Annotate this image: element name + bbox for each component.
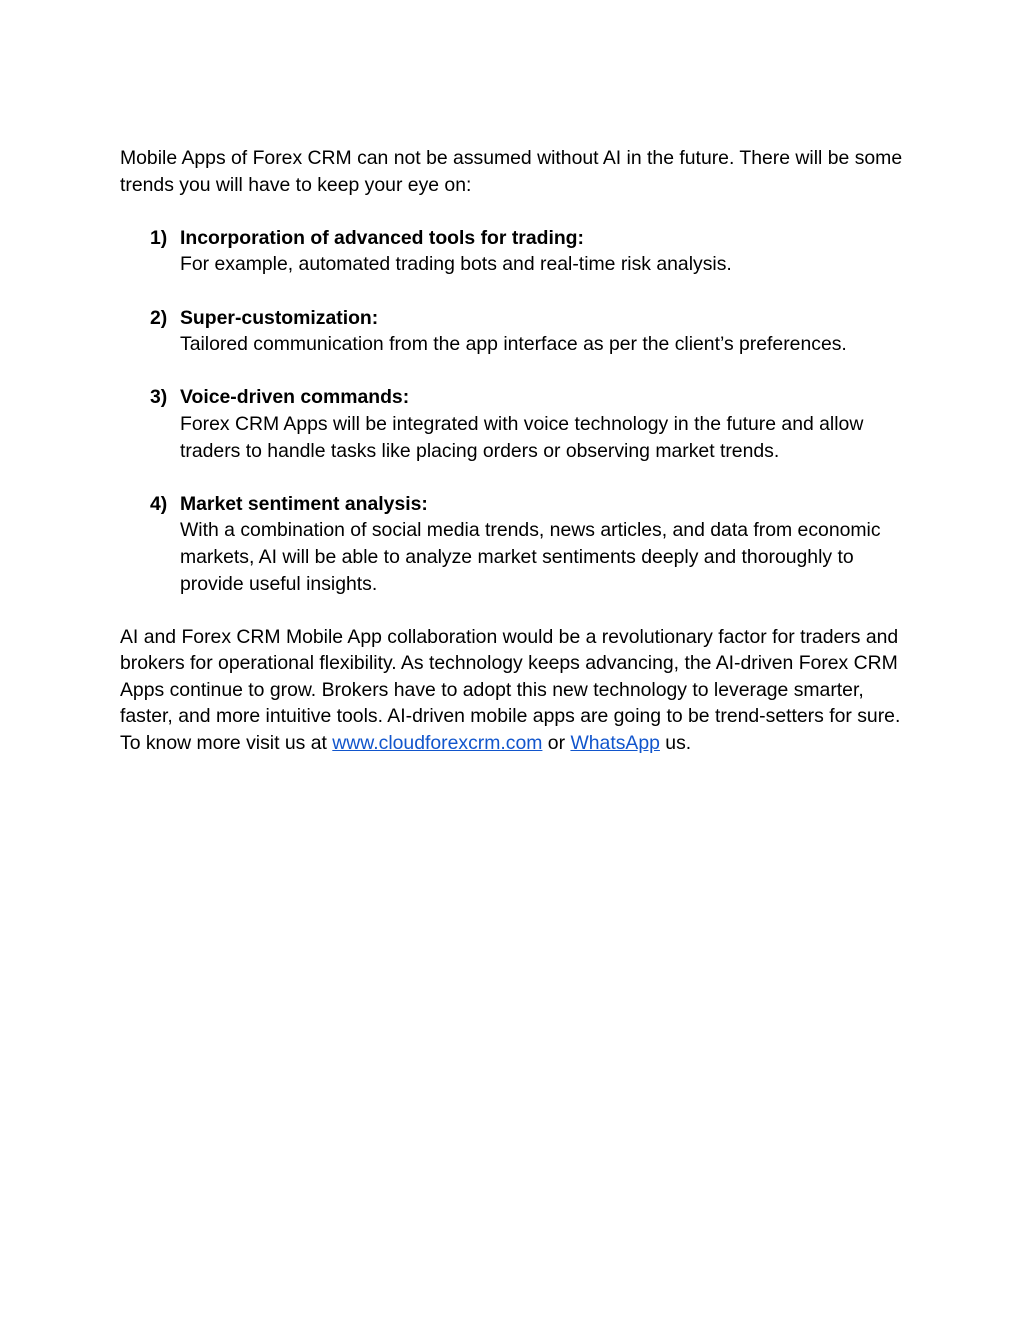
list-item-body (180, 491, 910, 597)
list-item-text: With a combination of social media trends, news articles, and data from economic markets, AI will be able to analyze market sentiments deeply and thoroughly to provide useful insights. (180, 519, 881, 595)
list-number: 3) (150, 386, 168, 409)
list-number: 1) (150, 226, 168, 249)
list-item-text: Tailored communication from the app interface as per the client’s preferences. (180, 333, 847, 356)
list-item-title: Super-customization: (180, 306, 379, 329)
list-item-text: Forex CRM Apps will be integrated with voice technology in the future and allow traders to handle tasks like placing orders or observing market trends. (180, 412, 864, 462)
list-item (120, 225, 910, 278)
list-number: 4) (150, 492, 168, 515)
list-item-title: Voice-driven commands: (180, 386, 410, 409)
list-item-title: Market sentiment analysis: (180, 492, 428, 515)
list-item-text: For example, automated trading bots and real-time risk analysis. (180, 253, 732, 276)
list-item (120, 384, 910, 464)
list-item-body (180, 305, 910, 358)
list-item (120, 491, 910, 597)
list-item-body (180, 384, 910, 464)
list-item-title: Incorporation of advanced tools for trading: (180, 226, 584, 249)
list-number: 2) (150, 306, 168, 329)
closing-text-after: us. (659, 732, 692, 755)
list-item-body (180, 225, 910, 278)
closing-text-before: AI and Forex CRM Mobile App collaboration would be a revolutionary factor for traders and brokers for operational flexibility. As technology keeps advancing, the AI-driven Forex CRM Apps continue to grow. Brokers have to adopt this new technology to leverage smarter, faster, and more intuitive tools. AI-driven mobile apps are going to be trend-setters for sure. To know more visit us at (120, 625, 901, 755)
closing-paragraph (120, 624, 910, 757)
website-link[interactable]: www.cloudforexcrm.com (332, 732, 543, 755)
whatsapp-link[interactable]: WhatsApp (570, 732, 660, 755)
closing-text-between: or (542, 732, 571, 755)
trend-list (120, 225, 910, 597)
intro-paragraph: Mobile Apps of Forex CRM can not be assumed without AI in the future. There will be some trends you will have to keep your eye on: (120, 147, 903, 196)
document-page (120, 145, 910, 757)
list-item (120, 305, 910, 358)
